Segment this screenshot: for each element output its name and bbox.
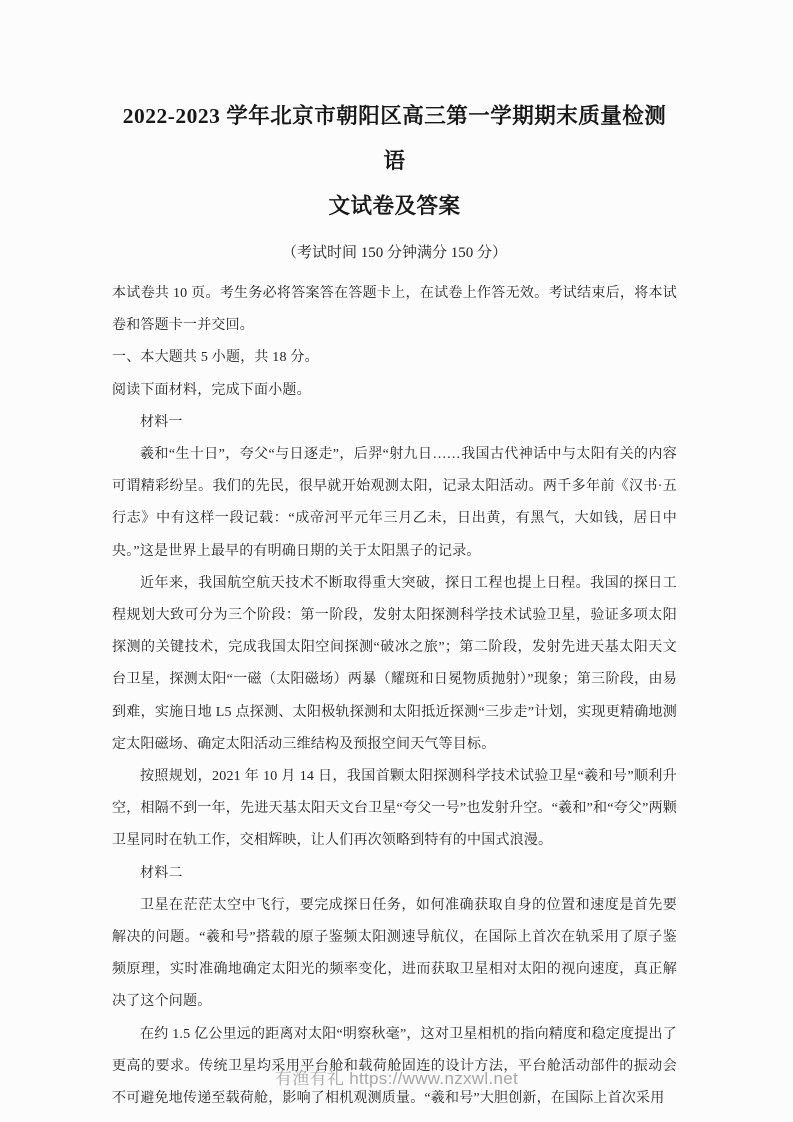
material-two-paragraph-1: 卫星在茫茫太空中飞行，要完成探日任务，如何准确获取自身的位置和速度是首先要解决的问题。“羲和号”搭载的原子鉴频太阳测速导航仪，在国际上首次在轨采用了原子鉴频原理，实时准确地确定太阳光的频率变化，进而获取卫星相对太阳的视向速度，真正解决了这个问题。	[112, 897, 677, 1010]
document-title-line2: 文试卷及答案	[328, 194, 461, 218]
material-two-paragraph-2: 在约 1.5 亿公里远的距离对太阳“明察秋毫”，这对卫星相机的指向精度和稳定度提出了更高的要求。传统卫星均采用平台舱和载荷舱固连的设计方法，平台舱活动部件的振动会不可避免地传递至载荷舱，影响了相机观测质量。“羲和号”大胆创新，在国际上首次采用	[112, 1026, 677, 1107]
material-one-paragraph-2: 近年来，我国航空航天技术不断取得重大突破，探日工程也提上日程。我国的探日工程规划大致可分为三个阶段：第一阶段，发射太阳探测科学技术试验卫星，验证多项太阳探测的关键技术，完成我国太阳空间探测“破冰之旅”；第二阶段，发射先进天基太阳天文台卫星，探测太阳“一磁（太阳磁场）两暴（耀斑和日冕物质抛射）”现象；第三阶段，由易到难，实施日地 L5 点探测、太阳极轨探测和太阳抵近探测“三步走”计划，实现更精确地测定太阳磁场、确定太阳活动三维结构及预报空间天气等目标。	[112, 575, 677, 752]
document-content	[112, 94, 677, 1115]
document-title	[112, 94, 677, 229]
watermark-footer	[0, 1064, 793, 1089]
exam-notice: 本试卷共 10 页。考生务必将答案答在答题卡上，在试卷上作答无效。考试结束后，将本试卷和答题卡一并交回。	[112, 286, 677, 334]
material-one-paragraph-1: 羲和“生十日”，夸父“与日逐走”，后羿“射九日……我国古代神话中与太阳有关的内容可谓精彩纷呈。我们的先民，很早就开始观测太阳，记录太阳活动。两千多年前《汉书·五行志》中有这样一段记载：“成帝河平元年三月乙未，日出黄，有黑气，大如钱，居日中央。”这是世界上最早的有明确日期的关于太阳黑子的记录。	[112, 447, 677, 559]
document-body	[112, 278, 677, 1115]
document-title-line1: 2022-2023 学年北京市朝阳区高三第一学期期末质量检测语	[122, 104, 667, 173]
watermark-text: 有渔有礼 https://www.nzxwl.net	[274, 1069, 519, 1088]
material-one-paragraph-3: 按照规划，2021 年 10 月 14 日，我国首颗太阳探测科学技术试验卫星“羲和号”顺利升空，相隔不到一年，先进天基太阳天文台卫星“夸父一号”也发射升空。“羲和”和“夸父”两颗卫星同时在轨工作，交相辉映，让人们再次领略到特有的中国式浪漫。	[112, 769, 677, 849]
reading-instruction: 阅读下面材料，完成下面小题。	[112, 382, 311, 398]
material-two-label: 材料二	[140, 865, 183, 881]
exam-time-note: （考试时间 150 分钟满分 150 分）	[281, 245, 507, 261]
section-one-heading: 一、本大题共 5 小题，共 18 分。	[112, 350, 319, 366]
material-one-label: 材料一	[140, 414, 183, 430]
